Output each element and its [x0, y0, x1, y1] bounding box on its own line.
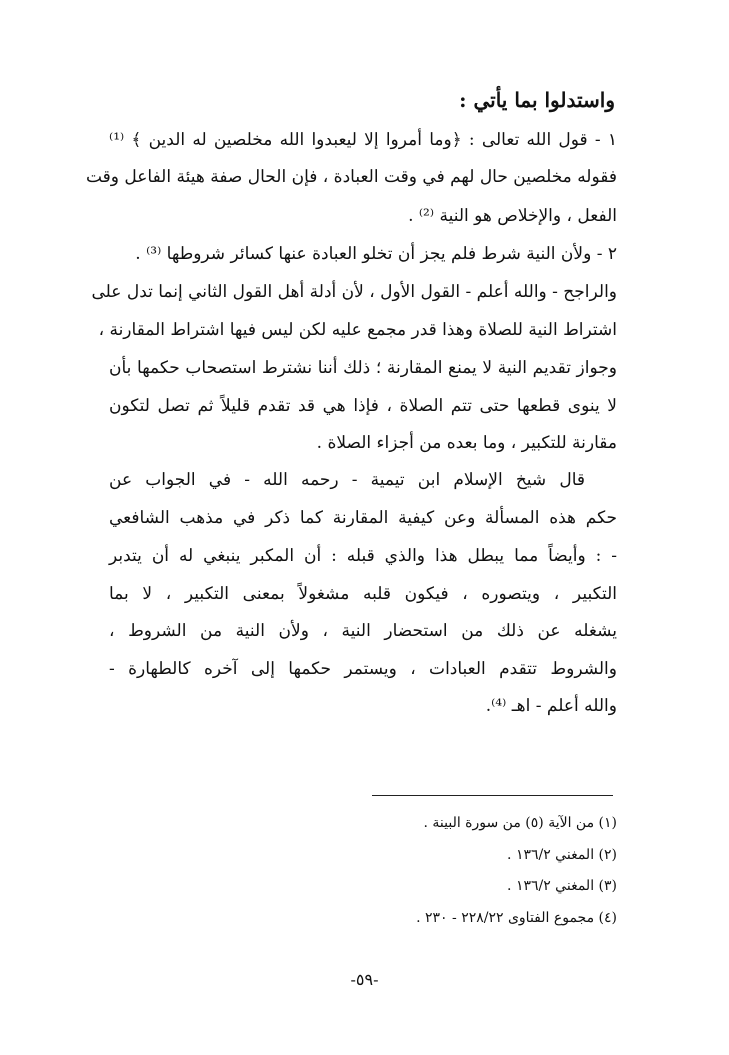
text-line-9: مقارنة للتكبير ، وما بعده من أجزاء الصلاة .: [316, 433, 617, 453]
text-line-6: اشتراط النية للصلاة وهذا قدر مجمع عليه لكن ليس فيها اشتراط المقارنة ،: [98, 320, 617, 340]
text-line-4: ٢ - ولأن النية شرط فلم يجز أن تخلو العبادة عنها كسائر شروطها ⁽³⁾ .: [135, 244, 617, 264]
text-line-13: التكبير ، ويتصوره ، فيكون قلبه مشغولاً بمعنى التكبير ، لا بما: [109, 584, 617, 604]
footnote-1: (١) من الآية (٥) من سورة البينة .: [423, 815, 617, 831]
text-line-16: والله أعلم - اهـ ⁽⁴⁾.: [485, 696, 617, 716]
text-line-12: - : وأيضاً مما يبطل هذا والذي قبله : أن المكبر ينبغي له أن يتدبر: [109, 546, 617, 566]
text-line-11: حكم هذه المسألة وعن كيفية المقارنة كما ذكر في مذهب الشافعي: [109, 508, 617, 528]
text-line-10: قال شيخ الإسلام ابن تيمية - رحمه الله - في الجواب عن: [109, 470, 585, 490]
text-line-3: الفعل ، والإخلاص هو النية ⁽²⁾ .: [408, 206, 617, 226]
footnote-2: (٢) المغني ١٣٦/٢ .: [507, 847, 617, 863]
text-line-8: لا ينوى قطعها حتى تتم الصلاة ، فإذا هي قد تقدم قليلاً ثم تصل لتكون: [109, 396, 617, 416]
section-heading: واستدلوا بما يأتي :: [459, 88, 615, 112]
text-line-7: وجواز تقديم النية لا يمنع المقارنة ؛ ذلك أننا نشترط استصحاب حكمها بأن: [109, 358, 617, 378]
text-line-15: والشروط تتقدم العبادات ، ويستمر حكمها إلى آخره كالطهارة -: [109, 659, 617, 679]
text-line-1: ١ - قول الله تعالى : ﴿وما أمروا إلا ليعبدوا الله مخلصين له الدين ﴾ ⁽¹⁾: [109, 130, 617, 150]
page-number: -٥٩-: [350, 970, 379, 989]
text-line-14: يشغله عن ذلك من استحضار النية ، ولأن النية من الشروط ،: [109, 621, 617, 641]
text-line-5: والراجح - والله أعلم - القول الأول ، لأن أدلة أهل القول الثاني إنما تدل على: [91, 282, 617, 302]
footnote-3: (٣) المغني ١٣٦/٢ .: [507, 878, 617, 894]
footnote-divider: [372, 795, 613, 796]
text-line-2: فقوله مخلصين حال لهم في وقت العبادة ، فإن الحال صفة هيئة الفاعل وقت: [85, 167, 617, 187]
footnote-4: (٤) مجموع الفتاوى ٢٢٨/٢٢ - ٢٣٠ .: [416, 910, 617, 926]
